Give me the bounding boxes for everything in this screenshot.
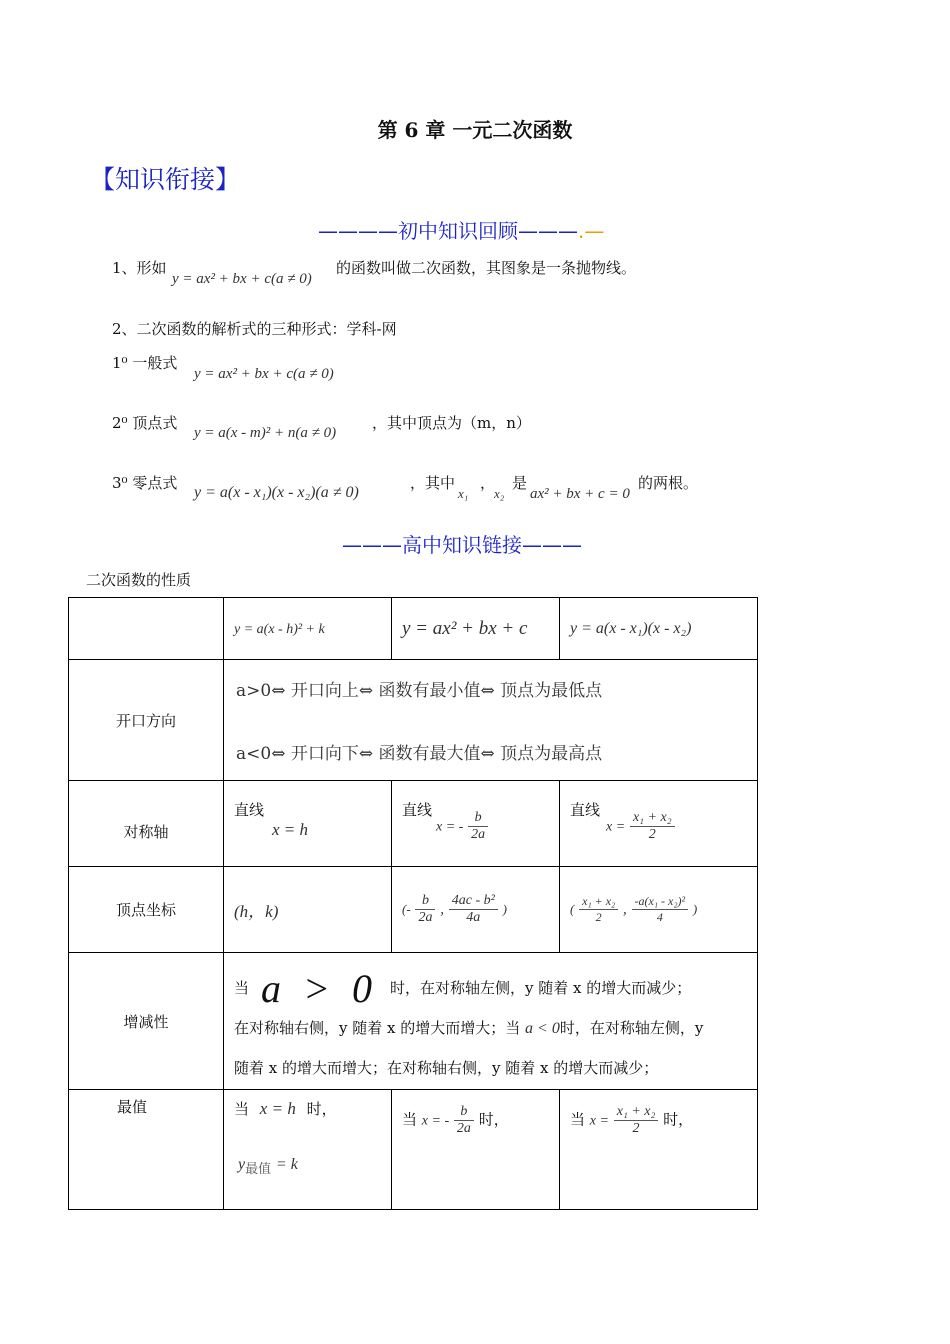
form3-mid1: ，其中 bbox=[410, 474, 456, 492]
form3-x1: x₁ bbox=[458, 486, 469, 501]
vertex-2-sep: , bbox=[440, 901, 444, 918]
opening-label: 开口方向 bbox=[69, 660, 224, 781]
monotonic-line-2 bbox=[234, 1019, 757, 1038]
extreme-1-eq: = k bbox=[275, 1156, 298, 1173]
form3-formula: y = a(x - x₁)(x - x₂)(a ≠ 0) bbox=[194, 484, 359, 501]
axis-prefix-3: 直线 bbox=[570, 801, 601, 819]
vertex-2-frac-2-den: 4a bbox=[466, 910, 481, 925]
section-senior-link: ———高中知识链接——— bbox=[342, 533, 582, 557]
header-general-form bbox=[392, 598, 560, 660]
axis-formula-3-den: 2 bbox=[648, 827, 656, 842]
header-root-form bbox=[560, 598, 758, 660]
table-row-opening bbox=[69, 660, 758, 781]
item1-prefix: 1、形如 bbox=[112, 259, 167, 277]
axis-formula-3-lhs: x = bbox=[606, 819, 626, 835]
item2-text: 2、二次函数的解析式的三种形式：学科-网 bbox=[112, 320, 397, 338]
extreme-1-line-2 bbox=[238, 1155, 391, 1177]
axis-formula-3-fraction bbox=[630, 810, 675, 843]
extreme-3-num: x₁ + x₂ bbox=[614, 1104, 659, 1121]
vertex-2-close: ) bbox=[502, 901, 507, 917]
vertex-2-open: (- bbox=[402, 901, 411, 917]
monotonic-label: 增减性 bbox=[69, 953, 224, 1090]
header-vertex-form bbox=[224, 598, 392, 660]
form3-mid2: 是 bbox=[512, 474, 528, 492]
vertex-3-frac-2-num: -a(x₁ - x₂)² bbox=[632, 894, 689, 910]
vertex-cell-1 bbox=[224, 867, 392, 953]
item1-formula: y = ax² + bx + c(a ≠ 0) bbox=[172, 271, 312, 287]
table-row-axis bbox=[69, 781, 758, 867]
vertex-3-frac-2-den: 4 bbox=[656, 910, 663, 924]
monotonic-l1-post: 时，在对称轴左侧，y 随着 x 的增大而减少； bbox=[390, 979, 692, 998]
form3-x2: x₂ bbox=[494, 486, 505, 501]
extreme-2-den: 2a bbox=[456, 1121, 471, 1136]
extreme-3-den: 2 bbox=[632, 1121, 640, 1136]
axis-prefix-1: 直线 bbox=[234, 801, 265, 819]
vertex-cell-2 bbox=[392, 867, 560, 953]
axis-prefix-2: 直线 bbox=[402, 801, 433, 819]
vertex-2-frac-1-num: b bbox=[415, 893, 435, 910]
extreme-cell-2 bbox=[392, 1090, 560, 1210]
extreme-label: 最值 bbox=[69, 1090, 224, 1210]
extreme-2-num: b bbox=[454, 1104, 474, 1121]
extreme-cell-3 bbox=[560, 1090, 758, 1210]
form2-formula: y = a(x - m)² + n(a ≠ 0) bbox=[194, 425, 337, 441]
axis-label: 对称轴 bbox=[69, 781, 224, 867]
vertex-2-frac-1 bbox=[415, 893, 435, 926]
section-junior-review-title: ————初中知识回顾——— bbox=[318, 219, 578, 243]
axis-formula-2-num: b bbox=[468, 810, 488, 827]
form3-suffix: 的两根。 bbox=[638, 474, 699, 492]
extreme-1-when: 当 bbox=[234, 1100, 250, 1118]
extreme-1-formula: x = h bbox=[259, 1099, 296, 1118]
extreme-2-time: 时， bbox=[478, 1110, 509, 1129]
extreme-1-y: y bbox=[238, 1156, 246, 1173]
extreme-3-when: 当 bbox=[570, 1110, 586, 1129]
form2-label: 2⁰ 顶点式 bbox=[112, 414, 178, 432]
axis-formula-1: x = h bbox=[272, 820, 309, 839]
opening-line-1: a>0⇔ 开口向上⇔ 函数有最小值⇔ 顶点为最低点 bbox=[236, 681, 603, 701]
extreme-1-time: 时， bbox=[306, 1100, 337, 1118]
vertex-2-frac-2 bbox=[449, 893, 498, 926]
table-row-monotonic bbox=[69, 953, 758, 1090]
vertex-3-close: ) bbox=[692, 901, 698, 917]
axis-formula-2-fraction bbox=[468, 810, 488, 843]
axis-formula-2 bbox=[436, 810, 559, 843]
extreme-2-when: 当 bbox=[402, 1110, 418, 1129]
extreme-cell-1 bbox=[224, 1090, 392, 1210]
opening-line-2: a<0⇔ 开口向下⇔ 函数有最大值⇔ 顶点为最高点 bbox=[236, 744, 603, 764]
vertex-formula-1: (h，k) bbox=[234, 902, 279, 921]
header-empty-cell bbox=[69, 598, 224, 660]
axis-cell-1 bbox=[224, 781, 392, 867]
form2-suffix: ，其中顶点为（m，n） bbox=[372, 414, 531, 432]
form1-formula: y = ax² + bx + c(a ≠ 0) bbox=[194, 366, 334, 382]
opening-content bbox=[224, 660, 758, 781]
axis-formula-3-num: x₁ + x₂ bbox=[630, 810, 675, 827]
monotonic-l2-math: a < 0 bbox=[525, 1020, 560, 1038]
monotonic-line-1 bbox=[234, 965, 757, 1017]
axis-formula-2-den: 2a bbox=[471, 827, 486, 842]
form3-comma: ， bbox=[480, 474, 496, 492]
table-row-vertex bbox=[69, 867, 758, 953]
extreme-3-lhs: x = bbox=[589, 1113, 609, 1129]
vertex-3-frac-1 bbox=[579, 894, 618, 925]
extreme-1-sub: 最值 bbox=[245, 1162, 272, 1177]
form1-label: 1⁰ 一般式 bbox=[112, 354, 178, 372]
knowledge-header: 【知识衔接】 bbox=[90, 165, 241, 194]
table-header-row bbox=[69, 598, 758, 660]
vertex-3-sep: , bbox=[623, 901, 627, 918]
extreme-3-time: 时， bbox=[663, 1110, 694, 1129]
section-junior-review bbox=[318, 215, 604, 244]
extreme-1-line-1 bbox=[234, 1098, 391, 1119]
vertex-3-open: ( bbox=[570, 901, 575, 917]
vertex-3-frac-2 bbox=[632, 894, 689, 925]
item1-suffix: 的函数叫做二次函数，其图象是一条抛物线。 bbox=[336, 259, 637, 277]
vertex-label: 顶点坐标 bbox=[69, 867, 224, 953]
page-title: 第 6 章 一元二次函数 bbox=[377, 118, 573, 142]
monotonic-l1-pre: 当 bbox=[234, 979, 250, 998]
axis-formula-2-lhs: x = - bbox=[436, 819, 464, 835]
vertex-cell-3 bbox=[560, 867, 758, 953]
section-junior-review-tail: .— bbox=[578, 219, 605, 243]
monotonic-l2-post: 时，在对称轴左侧，y bbox=[559, 1019, 704, 1038]
axis-cell-2 bbox=[392, 781, 560, 867]
table-row-extreme bbox=[69, 1090, 758, 1210]
monotonic-l1-math: a > 0 bbox=[261, 966, 379, 1012]
form3-label: 3⁰ 零点式 bbox=[112, 474, 178, 492]
extreme-2-fraction bbox=[454, 1104, 474, 1137]
vertex-2-frac-1-den: 2a bbox=[418, 910, 433, 925]
axis-cell-3 bbox=[560, 781, 758, 867]
extreme-2-lhs: x = - bbox=[421, 1113, 450, 1129]
properties-table bbox=[68, 597, 758, 1210]
vertex-2-frac-2-num: 4ac - b² bbox=[449, 893, 498, 910]
monotonic-l2-pre: 在对称轴右侧，y 随着 x 的增大而增大；当 bbox=[234, 1019, 521, 1038]
vertex-3-frac-1-den: 2 bbox=[595, 910, 602, 924]
header-root-form-formula: y = a(x - x₁)(x - x₂) bbox=[570, 620, 692, 637]
extreme-3-fraction bbox=[614, 1104, 659, 1137]
vertex-3-frac-1-num: x₁ + x₂ bbox=[579, 894, 618, 910]
form3-eq: ax² + bx + c = 0 bbox=[530, 486, 630, 502]
monotonic-line-3: 随着 x 的增大而增大；在对称轴右侧，y 随着 x 的增大而减少； bbox=[234, 1058, 659, 1077]
header-general-form-formula: y = ax² + bx + c bbox=[402, 617, 528, 639]
axis-formula-3 bbox=[606, 810, 757, 843]
header-vertex-form-formula: y = a(x - h)² + k bbox=[234, 622, 325, 637]
props-caption: 二次函数的性质 bbox=[86, 571, 192, 589]
monotonic-content bbox=[224, 953, 758, 1090]
